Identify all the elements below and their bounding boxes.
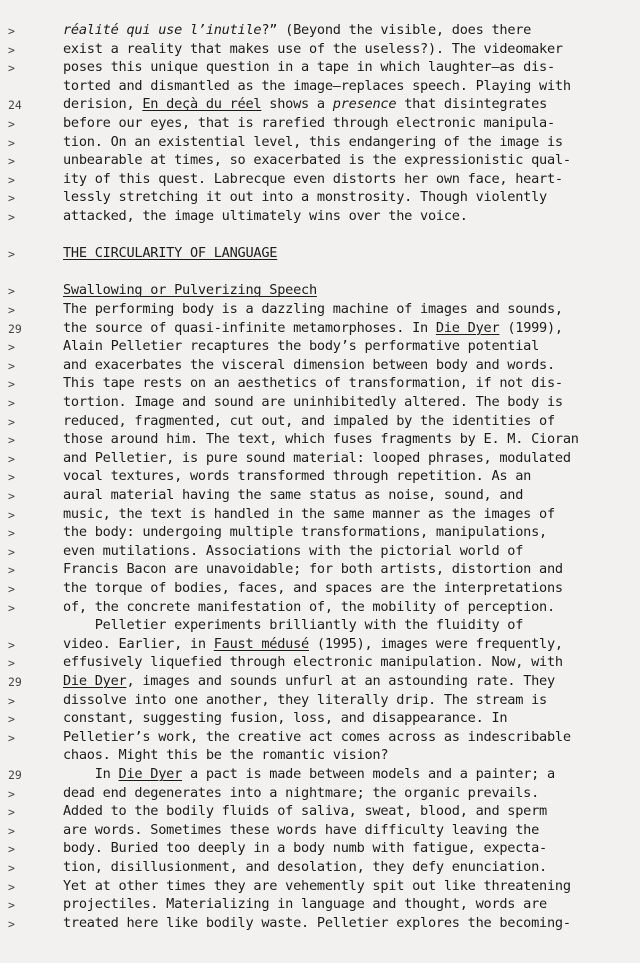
text-run: are words. Sometimes these words have difficulty leaving the bbox=[63, 821, 540, 838]
margin-chevron-mark: > bbox=[8, 451, 15, 466]
margin-chevron-mark: > bbox=[8, 544, 15, 559]
text-run: treated here like bodily waste. Pelletier explores the becoming- bbox=[63, 914, 571, 931]
text-line bbox=[63, 579, 563, 597]
text-run: Pelletier’s work, the creative act comes across as indescribable bbox=[63, 728, 571, 745]
margin-chevron-mark: > bbox=[8, 284, 15, 299]
text-line bbox=[63, 244, 277, 262]
margin-chevron-mark: > bbox=[8, 563, 15, 578]
margin-chevron-mark: > bbox=[8, 637, 15, 652]
text-line bbox=[63, 430, 579, 448]
margin-chevron-mark: > bbox=[8, 191, 15, 206]
text-line bbox=[63, 95, 547, 113]
text-run: The performing body is a dazzling machine of images and sounds, bbox=[63, 301, 563, 317]
margin-chevron-mark: > bbox=[8, 358, 15, 373]
text-line bbox=[63, 356, 555, 374]
text-line bbox=[63, 449, 571, 467]
margin-chevron-mark: > bbox=[8, 172, 15, 187]
text-run: video. Earlier, in bbox=[63, 635, 214, 652]
text-run: tion. On an existential level, this endangering of the image is bbox=[63, 133, 563, 150]
text-line bbox=[63, 635, 563, 653]
text-line bbox=[63, 784, 539, 802]
text-run: the body: undergoing multiple transformations, manipulations, bbox=[63, 524, 547, 541]
margin-chevron-mark: > bbox=[8, 526, 15, 541]
underlined-title: Die Dyer bbox=[63, 673, 127, 689]
margin-chevron-mark: > bbox=[8, 842, 15, 857]
margin-chevron-mark: > bbox=[8, 24, 15, 38]
text-line bbox=[63, 560, 563, 578]
text-run: even mutilations. Associations with the pictorial world of bbox=[63, 542, 524, 559]
text-run: , images and sounds unfurl at an astounding rate. They bbox=[126, 673, 555, 689]
text-line bbox=[63, 728, 571, 746]
italic-text: presence bbox=[332, 96, 397, 113]
text-run: constant, suggesting fusion, loss, and disappearance. In bbox=[63, 710, 508, 727]
underlined-title: Die Dyer bbox=[118, 766, 183, 782]
text-run: effusively liquefied through electronic manipulation. Now, with bbox=[63, 654, 563, 671]
margin-chevron-mark: > bbox=[8, 823, 15, 838]
margin-chevron-mark: > bbox=[8, 916, 15, 931]
margin-number-mark: 29 bbox=[8, 768, 22, 782]
margin-chevron-mark: > bbox=[8, 861, 15, 875]
margin-chevron-mark: > bbox=[8, 489, 15, 503]
text-line bbox=[63, 151, 571, 169]
margin-chevron-mark: > bbox=[8, 42, 15, 57]
text-line bbox=[63, 653, 563, 671]
text-run: Yet at other times they are vehemently spit out like threatening bbox=[63, 877, 571, 894]
text-run: Added to the bodily fluids of saliva, sweat, blood, and sperm bbox=[63, 803, 547, 820]
text-run: ity of this quest. Labrecque even distorts her own face, heart- bbox=[63, 170, 563, 187]
text-run: tortion. Image and sound are uninhibitedly altered. The body is bbox=[63, 394, 563, 410]
text-line bbox=[63, 467, 531, 485]
margin-number-mark: 24 bbox=[8, 98, 22, 113]
text-run: of, the concrete manifestation of, the mobility of perception. bbox=[63, 598, 555, 615]
text-run: body. Buried too deeply in a body numb with fatigue, expecta- bbox=[63, 840, 547, 857]
margin-chevron-mark: > bbox=[8, 396, 15, 410]
text-line bbox=[63, 709, 507, 727]
margin-chevron-mark: > bbox=[8, 433, 15, 448]
text-line bbox=[63, 542, 523, 560]
text-run: attacked, the image ultimately wins over the voice. bbox=[63, 208, 468, 224]
text-run: projectiles. Materializing in language and thought, words are bbox=[63, 896, 547, 913]
margin-chevron-mark: > bbox=[8, 712, 15, 727]
text-line bbox=[63, 877, 571, 895]
text-line bbox=[63, 300, 563, 318]
text-line bbox=[63, 412, 555, 430]
text-run: vocal textures, words transformed through repetition. As an bbox=[63, 468, 532, 485]
text-run: In bbox=[63, 766, 119, 782]
text-line bbox=[63, 858, 547, 876]
text-line bbox=[63, 691, 547, 709]
text-run: those around him. The text, which fuses fragments by E. M. Cioran bbox=[63, 431, 579, 448]
text-run: chaos. Might this be the romantic vision? bbox=[63, 747, 389, 764]
text-run: poses this unique question in a tape in which laughter—as dis- bbox=[63, 59, 555, 76]
underlined-title: Faust médusé bbox=[213, 635, 309, 652]
text-run: the torque of bodies, faces, and spaces are the interpretations bbox=[63, 580, 563, 596]
text-run: tion, disillusionment, and desolation, they defy enunciation. bbox=[63, 859, 547, 875]
margin-chevron-mark: > bbox=[8, 693, 15, 708]
text-run: dissolve into one another, they literally drip. The stream is bbox=[63, 691, 547, 708]
text-run: dead end degenerates into a nightmare; the organic prevails. bbox=[63, 784, 540, 801]
margin-chevron-mark: > bbox=[8, 656, 15, 671]
text-line bbox=[63, 40, 563, 58]
text-run: derision, bbox=[63, 96, 143, 113]
margin-chevron-mark: > bbox=[8, 377, 15, 392]
text-run: and exacerbates the visceral dimension between body and words. bbox=[63, 356, 555, 373]
text-line bbox=[63, 374, 563, 392]
text-run: (1999), bbox=[499, 319, 563, 336]
text-run: reduced, fragmented, cut out, and impaled by the identities of bbox=[63, 412, 555, 429]
underlined-title: THE CIRCULARITY OF LANGUAGE bbox=[63, 245, 278, 262]
margin-chevron-mark: > bbox=[8, 210, 15, 224]
text-line bbox=[63, 77, 571, 95]
text-run: that disintegrates bbox=[396, 96, 548, 113]
margin-number-mark: 29 bbox=[8, 321, 22, 336]
text-run: ?” (Beyond the visible, does there bbox=[261, 22, 532, 38]
margin-number-mark: 29 bbox=[8, 675, 22, 689]
text-run: lessly stretching it out into a monstrosity. Though violently bbox=[63, 189, 547, 206]
margin-chevron-mark: > bbox=[8, 730, 15, 745]
margin-chevron-mark: > bbox=[8, 582, 15, 596]
text-run: exist a reality that makes use of the useless?). The videomaker bbox=[63, 40, 563, 57]
margin-chevron-mark: > bbox=[8, 507, 15, 522]
margin-chevron-mark: > bbox=[8, 135, 15, 150]
text-run: aural material having the same status as noise, sound, and bbox=[63, 487, 524, 503]
text-run: shows a bbox=[261, 96, 333, 113]
text-line bbox=[63, 505, 555, 523]
text-line bbox=[63, 616, 523, 634]
text-line bbox=[63, 895, 547, 913]
margin-chevron-mark: > bbox=[8, 154, 15, 169]
italic-text: réalité qui use l’inutile bbox=[63, 22, 262, 38]
text-run: Pelletier experiments brilliantly with the fluidity of bbox=[63, 617, 524, 634]
text-run: torted and dismantled as the image—replaces speech. Playing with bbox=[63, 77, 571, 94]
text-run: (1995), images were frequently, bbox=[308, 635, 563, 652]
margin-chevron-mark: > bbox=[8, 61, 15, 76]
text-line bbox=[63, 337, 539, 355]
text-line bbox=[63, 802, 547, 820]
margin-chevron-mark: > bbox=[8, 340, 15, 355]
margin-chevron-mark: > bbox=[8, 303, 15, 317]
text-run: This tape rests on an aesthetics of transformation, if not dis- bbox=[63, 375, 563, 392]
text-line bbox=[63, 914, 571, 932]
text-line bbox=[63, 188, 547, 206]
text-line bbox=[63, 170, 563, 188]
text-run: unbearable at times, so exacerbated is the expressionistic qual- bbox=[63, 152, 571, 169]
text-line bbox=[63, 114, 555, 132]
margin-chevron-mark: > bbox=[8, 470, 15, 485]
text-line bbox=[63, 765, 555, 783]
text-line bbox=[63, 746, 388, 764]
text-line bbox=[63, 523, 547, 541]
text-line bbox=[63, 21, 531, 39]
text-line bbox=[63, 58, 555, 76]
underlined-title: Swallowing or Pulverizing Speech bbox=[63, 282, 317, 299]
text-line bbox=[63, 133, 563, 151]
underlined-title: Die Dyer bbox=[435, 319, 500, 336]
margin-chevron-mark: > bbox=[8, 414, 15, 429]
margin-chevron-mark: > bbox=[8, 786, 15, 801]
text-line bbox=[63, 393, 563, 411]
text-run: a pact is made between models and a painter; a bbox=[182, 766, 555, 782]
text-line bbox=[63, 672, 555, 690]
margin-chevron-mark: > bbox=[8, 247, 15, 262]
text-line bbox=[63, 319, 563, 337]
text-run: and Pelletier, is pure sound material: looped phrases, modulated bbox=[63, 449, 571, 466]
text-line bbox=[63, 821, 539, 839]
text-run: before our eyes, that is rarefied through electronic manipula- bbox=[63, 115, 555, 131]
margin-chevron-mark: > bbox=[8, 117, 15, 131]
text-run: music, the text is handled in the same manner as the images of bbox=[63, 505, 555, 522]
text-line bbox=[63, 598, 555, 616]
underlined-title: En deçà du réel bbox=[142, 96, 262, 113]
text-line bbox=[63, 281, 317, 299]
margin-chevron-mark: > bbox=[8, 805, 15, 820]
margin-chevron-mark: > bbox=[8, 879, 15, 894]
text-line bbox=[63, 839, 547, 857]
text-line bbox=[63, 207, 468, 225]
text-line bbox=[63, 486, 523, 504]
margin-chevron-mark: > bbox=[8, 600, 15, 615]
text-run: the source of quasi-infinite metamorphoses. In bbox=[63, 319, 436, 336]
text-run: Francis Bacon are unavoidable; for both artists, distortion and bbox=[63, 561, 563, 578]
text-run: Alain Pelletier recaptures the body’s performative potential bbox=[63, 338, 540, 355]
margin-chevron-mark: > bbox=[8, 898, 15, 913]
